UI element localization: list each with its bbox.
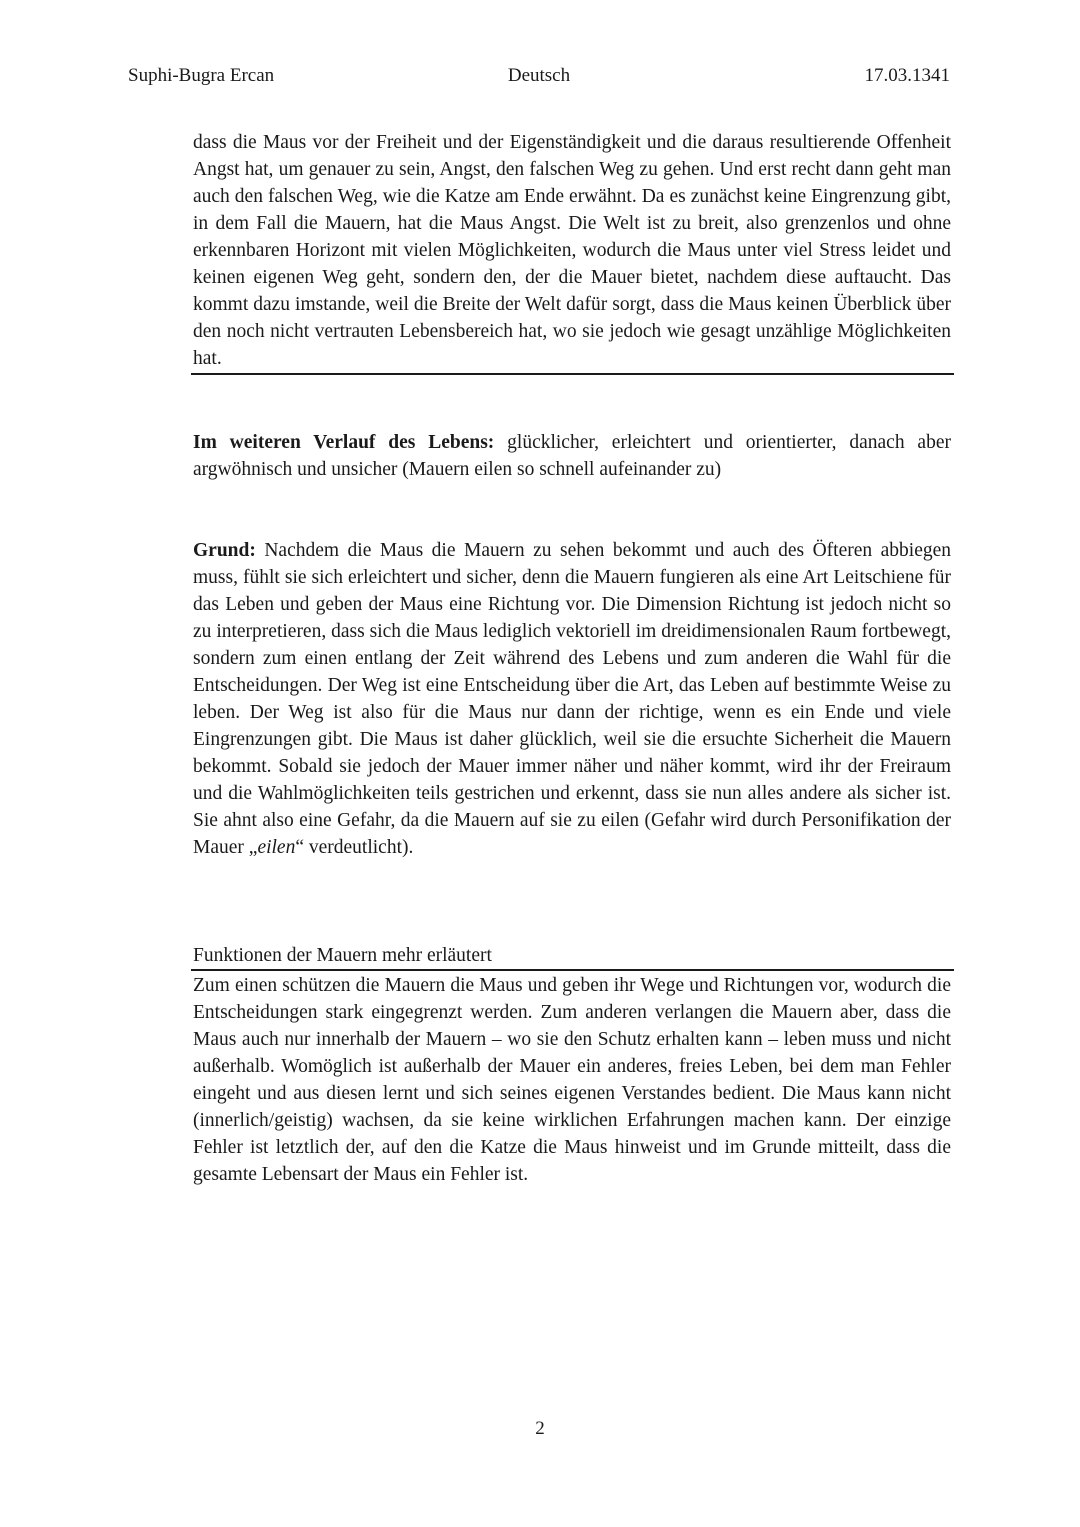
paragraph-fear-of-freedom [193, 129, 951, 372]
paragraph-text: Zum einen schützen die Mauern die Maus und geben ihr Wege und Richtungen vor, wodurch die Entscheidungen stark eingegrenzt werden. Zum anderen verlangen die Mauern aber, dass die Maus auch nur innerhalb der Mauern – wo sie den Schutz erhalten kann – leben muss und nicht außerhalb. Womöglich ist außerhalb der Mauer ein anderes, freies Leben, bei dem man Fehler eingeht und aus diesen lernt und sich seines eigenen Verstandes bedient. Die Maus kann nicht (innerlich/geistig) wachsen, da sie keine wirklichen Erfahrungen machen kann. Der einzige Fehler ist letztlich der, auf den die Katze die Maus hinweist und im Grunde mitteilt, dass die gesamte Lebensart der Maus ein Fehler ist. [193, 975, 951, 1185]
paragraph-label: Grund: [193, 540, 256, 561]
page-header [128, 62, 950, 90]
quoted-word: eilen [257, 837, 296, 858]
paragraph-wall-functions [193, 972, 951, 1188]
heading-underline [191, 969, 954, 971]
header-subject: Deutsch [507, 65, 571, 86]
header-date: 17.03.1341 [864, 65, 950, 86]
paragraph-later-life [193, 429, 951, 483]
paragraph-text: glücklicher, erleichtert und orientierter, danach aber argwöhnisch und unsicher (Mauern eilen so schnell aufeinander zu) [193, 432, 951, 480]
header-author: Suphi-Bugra Ercan [128, 65, 275, 86]
paragraph-text: dass die Maus vor der Freiheit und der Eigenständigkeit und die daraus resultierende Offenheit Angst hat, um genauer zu sein, Angst, den falschen Weg zu gehen. Und erst recht dann geht man auch den falschen Weg, wie die Katze am Ende erwähnt. Da es zunächst keine Eingrenzung gibt, in dem Fall die Mauern, hat die Maus Angst. Die Welt ist zu breit, also grenzenlos und ohne erkennbaren Horizont mit vielen Möglichkeiten, wodurch die Maus unter viel Stress leidet und keinen eigenen Weg geht, sondern den, der die Mauer bietet, nachdem diese auftaucht. Das kommt dazu imstande, weil die Breite der Welt dafür sorgt, dass die Maus keinen Überblick über den noch nicht vertrauten Lebensbereich hat, wo sie jedoch wie gesagt unzählige Möglichkeiten hat. [193, 132, 951, 369]
section-heading [193, 942, 951, 969]
paragraph-label: Im weiteren Verlauf des Lebens: [193, 432, 495, 453]
paragraph-text: Nachdem die Maus die Mauern zu sehen bekommt und auch des Öfteren abbiegen muss, fühlt sie sich erleichtert und sicher, denn die Mauern fungieren als eine Art Leitschiene für das Leben und geben der Maus eine Richtung vor. Die Dimension Richtung ist jedoch nicht so zu interpretieren, dass sich die Maus lediglich vektoriell im dreidimensionalen Raum fortbewegt, sondern zum einen entlang der Zeit während des Lebens und zum anderen die Wahl für die Entscheidungen. Der Weg ist eine Entscheidung über die Art, das Leben auf bestimmte Weise zu leben. Der Weg ist also für die Maus nur dann der richtige, wenn es ein Ende und viele Eingrenzungen gibt. Die Maus ist daher glücklich, weil sie die ersuchte Sicherheit die Mauern bekommt. Sobald sie jedoch der Mauer immer näher und näher kommt, wird ihr der Freiraum und die Wahlmöglichkeiten teils gestrichen und erkennt, dass sie nun alles andere als sicher ist. Sie ahnt also eine Gefahr, da die Mauern auf sie zu eilen (Gefahr wird durch Personifikation der Mauer „ [193, 540, 951, 858]
paragraph-text-end: “ verdeutlicht). [295, 837, 414, 858]
paragraph-reason [193, 537, 951, 861]
section-heading-text: Funktionen der Mauern mehr erläutert [193, 945, 492, 966]
page-number: 2 [535, 1418, 545, 1439]
section-divider [191, 373, 954, 375]
